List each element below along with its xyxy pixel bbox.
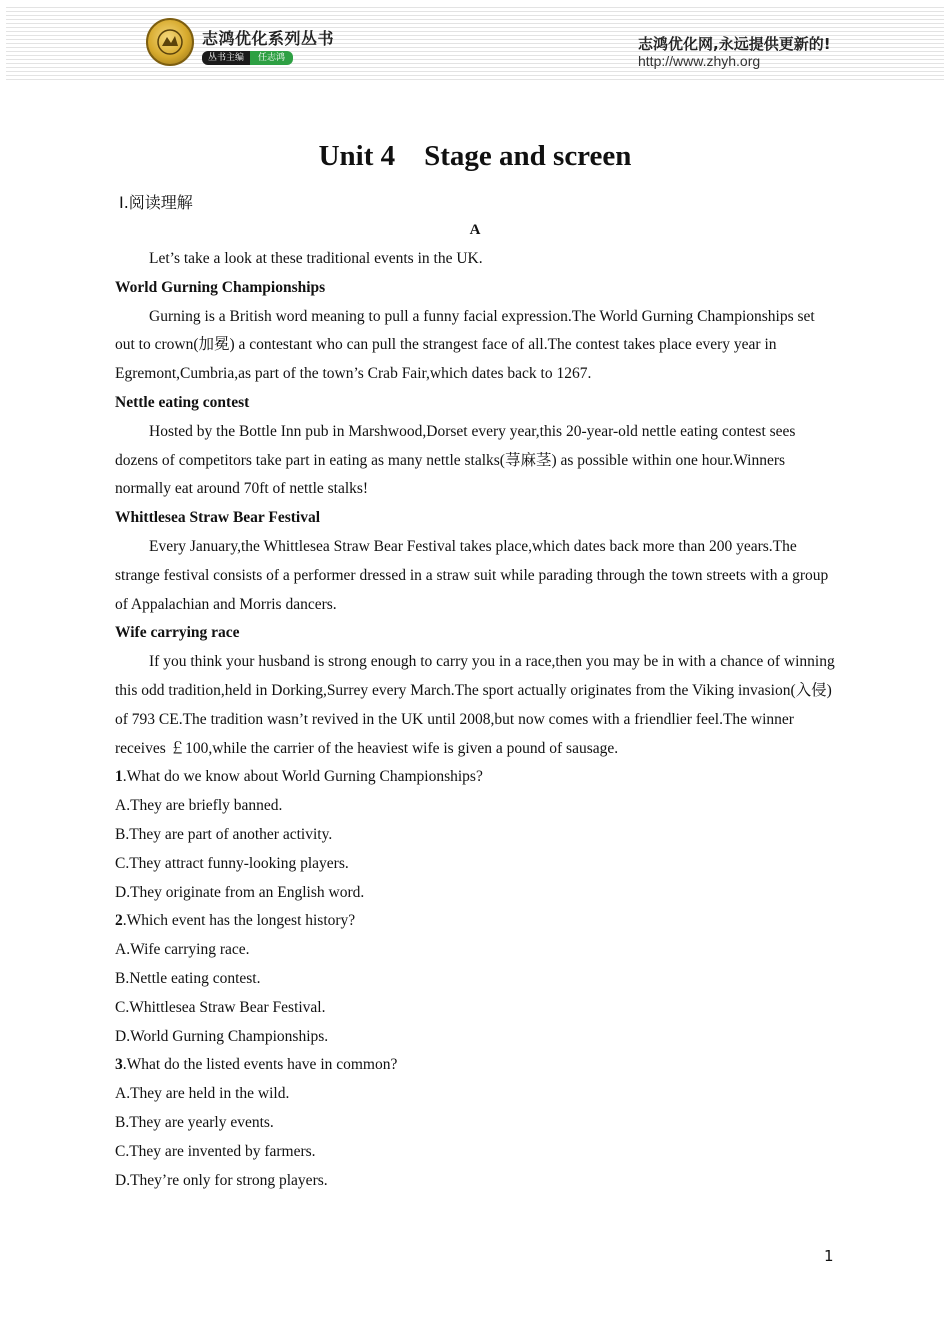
passage-letter: A (469, 222, 481, 238)
question-stem: .What do the listed events have in common? (122, 1056, 398, 1074)
question-stem: .Which event has the longest history? (122, 912, 356, 930)
answer-option: A.Wife carrying race. (115, 941, 250, 959)
section-label: Ⅰ.阅读理解 (119, 193, 193, 212)
event-text: Gurning is a British word meaning to pull a funny facial expression.The World Gurning Championships set out to crown(加冕) a contestant who can pull the strangest face of all.The contest takes place every year in Egremont,Cumbria,as part of the town’s Crab Fair,which dates back to 1267. (115, 307, 815, 383)
answer-option: C.They attract funny-looking players. (115, 854, 349, 872)
editor-name: 任志鸿 (250, 51, 293, 65)
answer-option: A.They are held in the wild. (115, 1085, 290, 1103)
event-heading: Whittlesea Straw Bear Festival (115, 509, 321, 527)
answer-option: D.World Gurning Championships. (115, 1027, 329, 1045)
header-slogan: 志鸿优化网,永远提供更新的! (638, 35, 831, 53)
question (115, 907, 835, 936)
event-heading: World Gurning Championships (115, 278, 326, 296)
answer-option: B.They are yearly events. (115, 1113, 274, 1131)
question-number: 2 (115, 912, 123, 930)
page-title: Unit 4 Stage and screen (318, 140, 632, 172)
answer-option: C.They are invented by farmers. (115, 1142, 316, 1160)
answer-option: A.They are briefly banned. (115, 797, 283, 815)
page-header (6, 4, 944, 80)
question-number: 1 (115, 768, 123, 786)
event-heading: Wife carrying race (115, 624, 240, 642)
header-url: http://www.zhyh.org (638, 53, 761, 69)
answer-option: B.They are part of another activity. (115, 825, 333, 843)
answer-option: B.Nettle eating contest. (115, 969, 261, 987)
publisher-logo-icon (146, 18, 194, 66)
event-text: Hosted by the Bottle Inn pub in Marshwood,Dorset every year,this 20-year-old nettle eating contest sees dozens of competitors take part in eating as many nettle stalks(荨麻茎) as possible within one hour.Winners normally eat around 70ft of nettle stalks! (115, 422, 796, 498)
answer-option: D.They’re only for strong players. (115, 1171, 328, 1189)
answer-option: C.Whittlesea Straw Bear Festival. (115, 998, 326, 1016)
question (115, 763, 835, 792)
event-text: If you think your husband is strong enough to carry you in a race,then you may be in with a chance of winning this odd tradition,held in Dorking,Surrey every March.The sport actually originates from the Viking invasion(入侵) of 793 CE.The tradition wasn’t revived in the UK until 2008,but now comes with a friendlier feel.The winner receives ￡100,while the carrier of the heaviest wife is given a pound of sausage. (115, 653, 835, 757)
question (115, 1051, 835, 1080)
passage-intro: Let’s take a look at these traditional events in the UK. (149, 250, 483, 267)
page-number: 1 (824, 1247, 834, 1265)
document-body (115, 136, 835, 1195)
series-title: 志鸿优化系列丛书 (202, 29, 335, 48)
editor-badge (202, 51, 293, 65)
answer-option: D.They originate from an English word. (115, 883, 365, 901)
question-stem: .What do we know about World Gurning Championships? (122, 768, 483, 786)
event-heading: Nettle eating contest (115, 393, 250, 411)
editor-label: 丛书主编 (202, 51, 250, 65)
question-number: 3 (115, 1056, 123, 1074)
event-text: Every January,the Whittlesea Straw Bear Festival takes place,which dates back more than 200 years.The strange festival consists of a performer dressed in a straw suit while parading through the town streets with a group of Appalachian and Morris dancers. (115, 537, 829, 613)
